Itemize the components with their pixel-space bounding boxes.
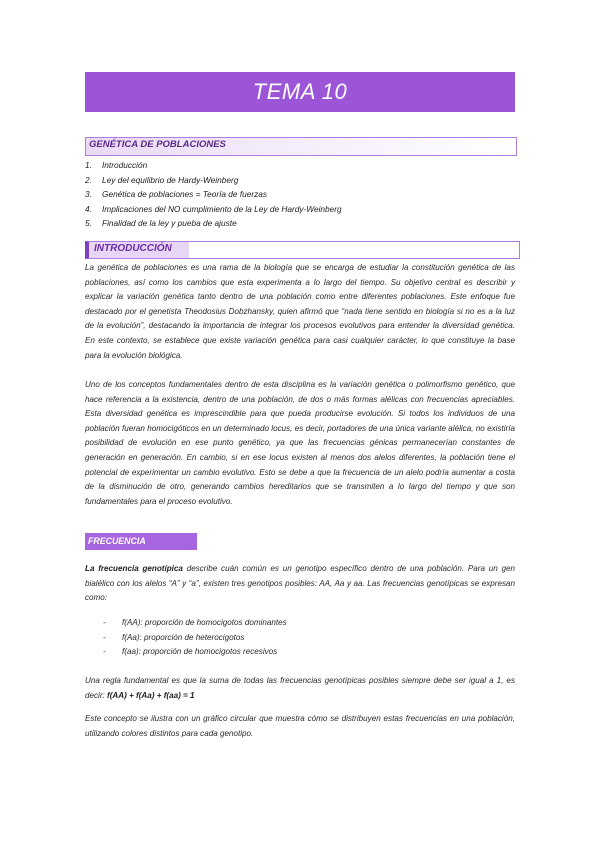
genotype-text: f(aa): proporción de homocigotos recesivos — [122, 647, 278, 657]
toc-item — [85, 202, 342, 217]
genotypic-rule-formula: f(AA) + f(Aa) + f(aa) = 1 — [107, 690, 195, 700]
genotype-text: f(Aa): proporción de heterocigotos — [122, 632, 245, 642]
intro-paragraph-1: La genética de poblaciones es una rama de la biología que se encarga de estudiar la constitución genética de las poblaciones, así como los cambios que esta experimenta a lo largo del tiempo. Su objetivo central es describir y explicar la variación genética tanto dentro de una población como entre diferentes poblaciones. Este enfoque fue destacado por el genetista Theodosius Dobzhansky, quien afirmó que “nada tiene sentido en biología si no es a la luz de la evolución”, destacando la importancia de integrar los procesos evolutivos para entender la diversidad genética. En este contexto, se establece que existe variación genética para casi cualquier carácter, lo que constituye la base para la evolución biológica. — [85, 263, 515, 360]
toc-text: Genética de poblaciones = Teoría de fuerzas — [102, 189, 268, 200]
toc-number: 1. — [85, 160, 92, 170]
genotypic-frequency-heading: FRECUENCIA GENOTÍPICA — [85, 533, 197, 550]
genotypic-paragraph-1-text: describe cuán común es un genotipo específico dentro de una población. Para un gen bialélico con los alelos “A” y “a”, existen tres genotipos posibles: AA, Aa y aa. Las frecuencias genotípicas se expresan como: — [85, 564, 515, 603]
section-heading-label: GENÉTICA DE POBLACIONES — [89, 139, 226, 150]
intro-paragraph-2: Uno de los conceptos fundamentales dentro de esta disciplina es la variación genética o polimorfismo genético, que hace referencia a la existencia, dentro de una población, de dos o más formas alélicas con frecuencias apreciables. Esta diversidad genética es imprescindible para que pueda producirse evolución. Si todos los individuos de una población fueran homocigóticos en un determinado locus, es decir, portadores de una única variante alélica, no existiría posibilidad de evolución en ese punto genético, ya que las frecuencias génicas permanecerían constantes de generación en generación. En cambio, si en ese locus existen al menos dos alelos diferentes, la población tiene el potencial de experimentar un cambio evolutivo. Esto se debe a que la frecuencia de un alelo podría aumentar a costa de la disminución de otro, generando cambios hereditarios que se transmiten a lo largo del tiempo y que son fundamentales para el proceso evolutivo. — [85, 380, 515, 506]
toc-number: 4. — [85, 203, 92, 214]
genotype-list — [103, 616, 287, 660]
genotypic-term: La frecuencia genotípica — [85, 564, 183, 573]
intro-heading-label: INTRODUCCIÓN — [94, 243, 172, 254]
toc-item — [85, 187, 342, 202]
toc-text: Ley del equilibrio de Hardy-Weinberg — [102, 174, 239, 185]
toc-text: Finalidad de la ley y pueba de ajuste — [102, 218, 237, 229]
toc-number: 2. — [85, 174, 92, 185]
genotype-list-item: - f(Aa): proporción de heterocigotos — [103, 632, 245, 642]
genotypic-rule-text: Una regla fundamental es que la suma de todas las frecuencias genotípicas posibles siempre debe ser igual a 1, es decir: — [85, 676, 515, 700]
genotype-list-item: - f(aa): proporción de homocigotos recesivos — [103, 647, 278, 657]
genotype-list-item: - f(AA): proporción de homocigotos dominantes — [103, 618, 287, 627]
section-heading — [85, 137, 517, 156]
genotypic-paragraph-3: Este concepto se ilustra con un gráfico circular que muestra cómo se distribuyen estas frecuencias en una población, utilizando colores distintos para cada genotipo. — [85, 714, 515, 738]
intro-heading — [85, 241, 520, 259]
genotypic-paragraph-1 — [85, 562, 515, 606]
table-of-contents — [85, 158, 342, 231]
page-title: TEMA 10 — [85, 72, 515, 112]
toc-item — [85, 216, 342, 231]
toc-text: Implicaciones del NO cumplimiento de la Ley de Hardy-Weinberg — [102, 203, 342, 214]
toc-number: 3. — [85, 189, 92, 200]
toc-number: 5. — [85, 218, 92, 229]
genotype-text: f(AA): proporción de homocigotos dominantes — [122, 618, 287, 627]
toc-item — [85, 173, 342, 188]
toc-item — [85, 158, 342, 173]
toc-text: Introducción — [102, 160, 148, 170]
genotypic-rule-paragraph — [85, 674, 515, 703]
